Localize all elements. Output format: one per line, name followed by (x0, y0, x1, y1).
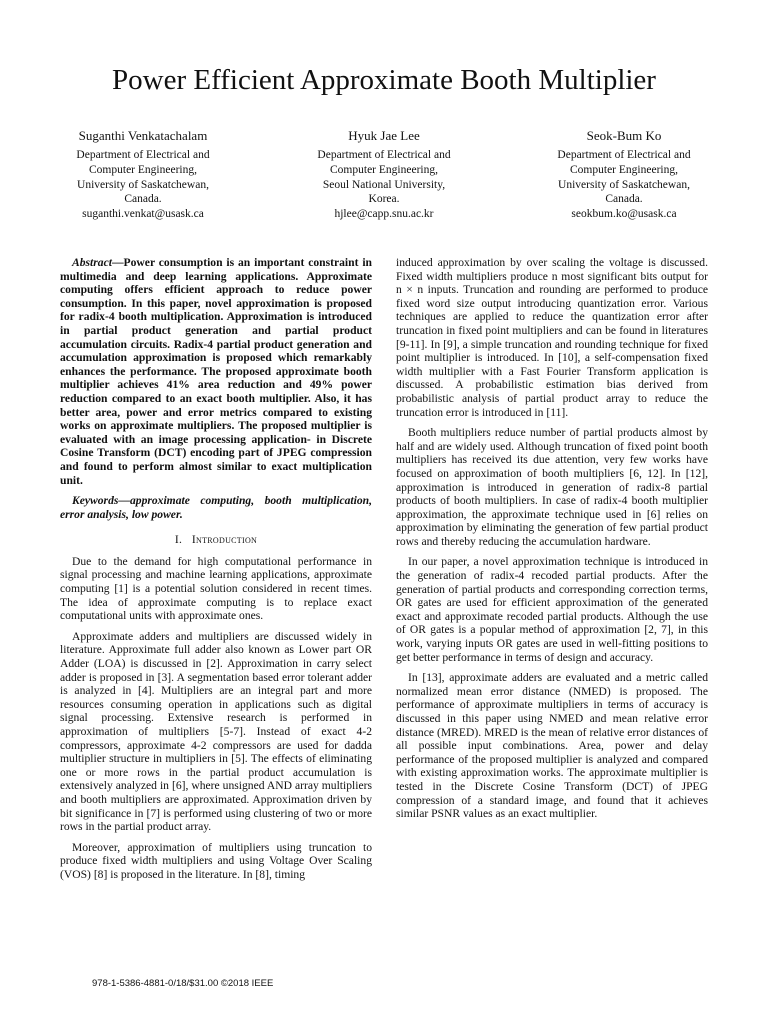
author-name: Hyuk Jae Lee (348, 128, 420, 143)
body-paragraph: In [13], approximate adders are evaluated and a metric called normalized mean error distance (NMED) is proposed. The performance of approximate multipliers in terms of accuracy is discussed in this paper using NMED and mean relative error distance (MRED). MRED is the mean of relative error distances of all possible input combinations. Area, power and delay performance of the proposed multiplier is analyzed and compared with existing approximation works. The approximate multiplier is tested in the Discrete Cosine Transform (DCT) of JPEG compression of a standard image, and found that it achieves similar PSNR values as an exact multiplier. (396, 671, 708, 821)
body-paragraph: Due to the demand for high computational performance in signal processing and machine learning applications, approximate computing [1] is a potential solution considered in recent times. The idea of approximate computing is to replace exact computational units with approximate ones. (60, 554, 372, 623)
section-title: Introduction (191, 533, 258, 547)
section-heading (60, 533, 372, 547)
body-paragraph: Booth multipliers reduce number of partial products almost by half and are widely used. Although truncation of fixed point booth multipliers has received its due attention, very few works have focused on approximation of booth multipliers [6, 12]. In [12], approximation is introduced in generation of radix-8 partial products of booth multipliers. In case of radix-4 booth multiplier approximation, the approximate technique used in [6] relies on approximation by eliminating the generation of few partial product rows and thereby reducing the accumulation hardware. (396, 426, 708, 548)
left-column (60, 256, 372, 889)
body-paragraph: Approximate adders and multipliers are discussed widely in literature. Approximate full adder also known as Lower part OR Adder (LOA) is discussed in [2]. Approximation in carry select adder is proposed in [3]. A segmentation based error tolerant adder is analyzed in [4]. Multipliers are an integral part and more resources consuming operation in applications such as digital signal processing. Extensive research is performed in approximation of multipliers [5-7]. Instead of exact 4-2 compressors, approximate 4-2 compressors are used for dadda multiplier structure in multipliers in [5]. The effects of eliminating one or more rows in the partial product accumulation is extensively analyzed in [6], where unsigned AND array multipliers and booth multipliers are approximated. Approximation driven by bit significance in [7] is performed using clustering of two or more rows in the partial product array. (60, 629, 372, 834)
author-affiliation: Department of Electrical and Computer Engineering, Seoul National University, Korea. (317, 149, 451, 206)
abstract-text: —Power consumption is an important constraint in multimedia and deep learning applications. Approximate computing offers efficient approach to reduce power consumption. In this paper, novel approximation is proposed for radix-4 booth multiplication. Approximation is introduced in partial product generation and partial product accumulation circuits. Radix-4 partial product generation and accumulation approximation is proposed which remarkably enhances the performance. The proposed approximate booth multiplier achieves 41% area reduction and 49% power reduction compared to an exact booth multiplier. Also, it has better area, power and error metrics compared to existing works on approximate multipliers. The proposed multiplier is evaluated with an image processing application- in Discrete Cosine Transform (DCT) encoding part of JPEG compression and found to perform almost similar to exact multiplication unit. (60, 256, 372, 487)
section-number: I. (174, 533, 183, 547)
keywords: Keywords—approximate computing, booth multiplication, error analysis, low power. (60, 494, 372, 521)
author-block-1 (38, 127, 248, 222)
author-block-3 (519, 127, 729, 222)
body-paragraph: Moreover, approximation of multipliers using truncation to produce fixed width multipliers and using Voltage Over Scaling (VOS) [8] is proposed in the literature. In [8], timing (60, 840, 372, 881)
abstract (60, 256, 372, 487)
body-paragraph: induced approximation by over scaling the voltage is discussed. Fixed width multipliers produce n most significant bits output for n × n inputs. Truncation and rounding are performed to produce fixed word size output introducing quantization error. Various techniques are applied to reduce the quantization error after truncation in fixed point multipliers and can be found in literatures [9-11]. In [9], a simple truncation and rounding technique for fixed point multiplier is introduced. In [10], a self-compensation fixed width multiplier with a Fast Fourier Transform application is discussed. A probabilistic estimation bias derived from probabilistic analysis of partial product array to reduce the truncation error is introduced in [11]. (396, 256, 708, 419)
author-email[interactable]: suganthi.venkat@usask.ca (82, 208, 204, 221)
body-paragraph: In our paper, a novel approximation technique is introduced in the generation of radix-4 recoded partial products. After the generation of partial products and corresponding correction terms, OR gates are used for efficient approximation of the generated exact and approximate recoded partial products. Although the use of OR gates is a popular method of approximation [2, 7], in this work, varying inputs OR gates are used in well-fitting positions to get better performance in terms of design and accuracy. (396, 555, 708, 664)
author-name: Seok-Bum Ko (586, 128, 662, 143)
author-affiliation: Department of Electrical and Computer Engineering, University of Saskatchewan, Canada. (76, 149, 210, 206)
author-email[interactable]: seokbum.ko@usask.ca (571, 208, 677, 221)
copyright-footer: 978-1-5386-4881-0/18/$31.00 ©2018 IEEE (92, 978, 274, 989)
author-block-2 (279, 127, 489, 222)
abstract-label: Abstract (72, 256, 112, 269)
author-affiliation: Department of Electrical and Computer Engineering, University of Saskatchewan, Canada. (557, 149, 691, 206)
author-email[interactable]: hjlee@capp.snu.ac.kr (334, 208, 434, 221)
right-column (396, 256, 708, 828)
paper-title: Power Efficient Approximate Booth Multiplier (112, 64, 656, 96)
author-name: Suganthi Venkatachalam (78, 128, 208, 143)
